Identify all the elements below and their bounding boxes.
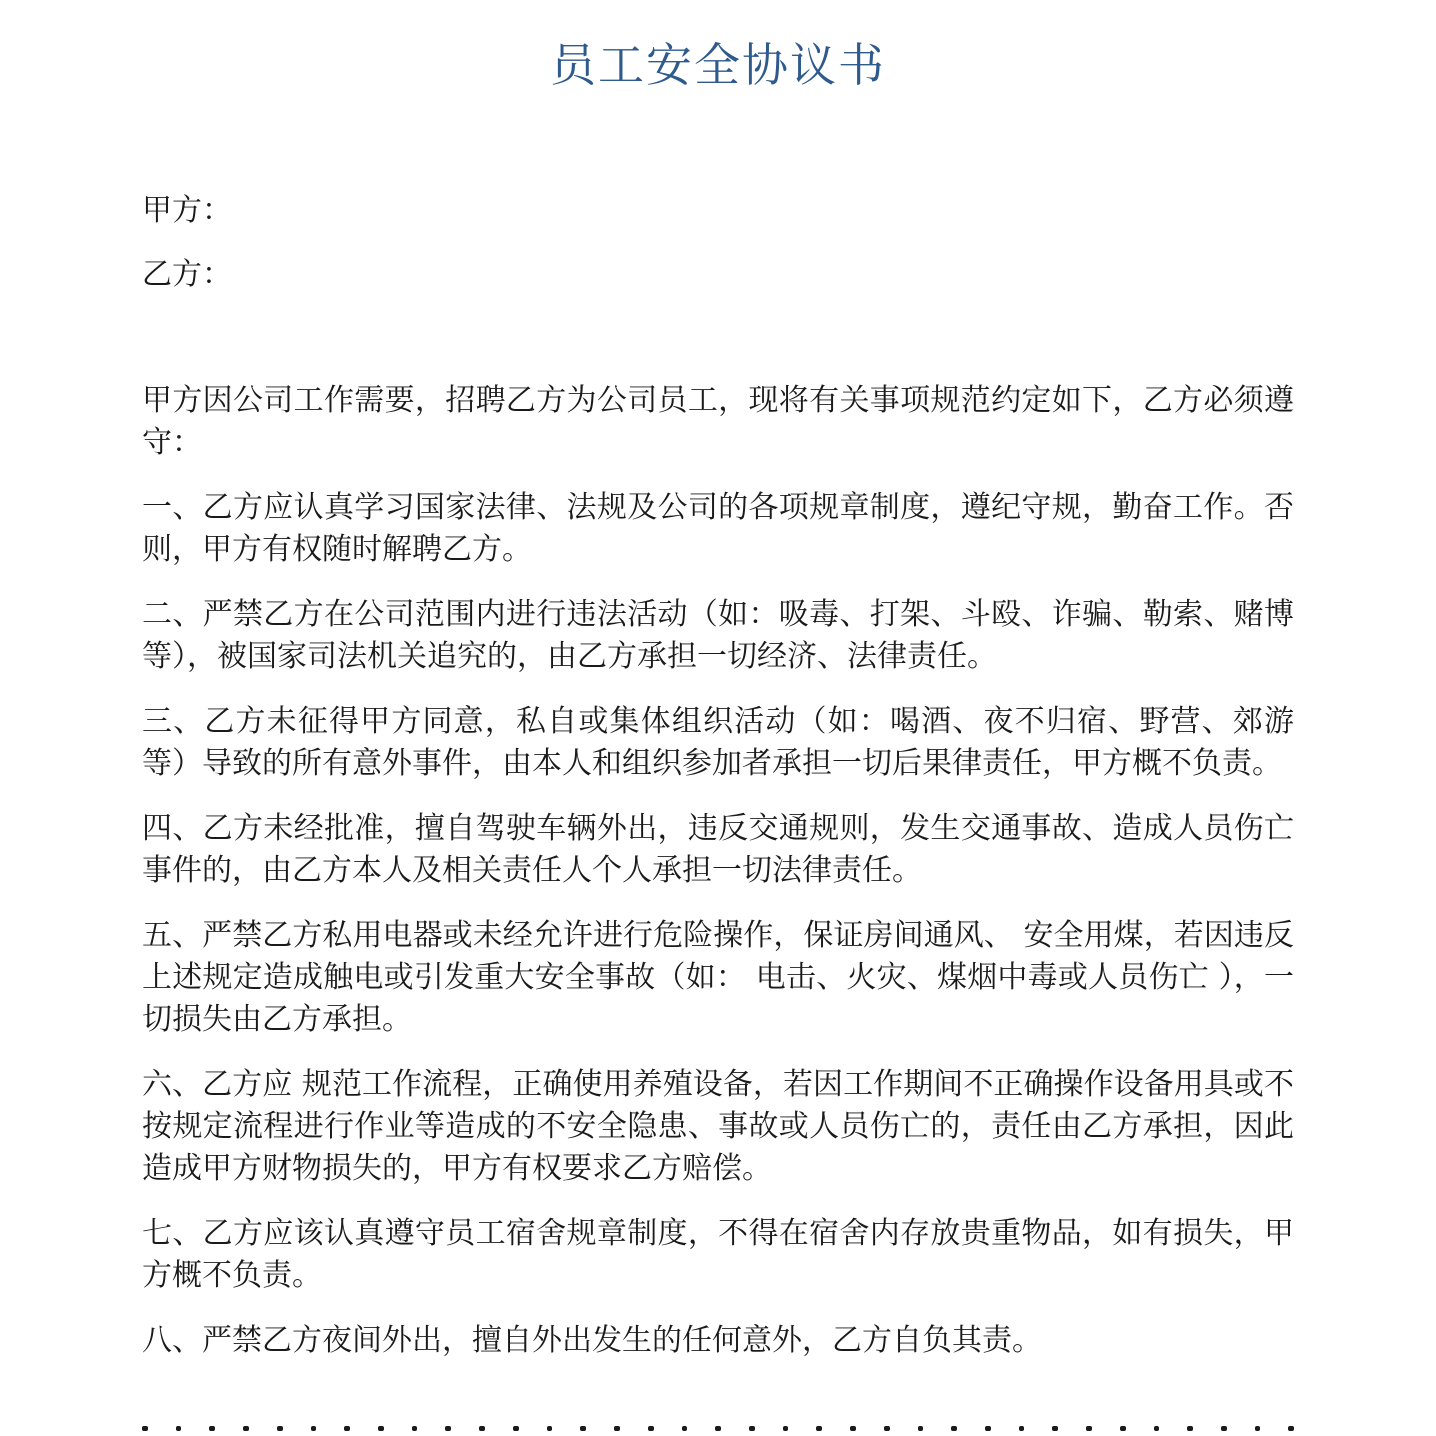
document-title: 员工安全协议书 — [550, 38, 886, 92]
clause-7: 七、乙方应该认真遵守员工宿舍规章制度，不得在宿舍内存放贵重物品，如有损失，甲方概不负责。 — [142, 1216, 1294, 1293]
agreement-body — [142, 380, 1294, 1385]
party-a-label: 甲方： — [142, 193, 232, 228]
truncated-next-line — [142, 1418, 1294, 1436]
intro-paragraph: 甲方因公司工作需要，招聘乙方为公司员工，现将有关事项规范约定如下，乙方必须遵守： — [142, 383, 1294, 460]
clause-5: 五、严禁乙方私用电器或未经允许进行危险操作，保证房间通风、 安全用煤，若因违反上述规定造成触电或引发重大安全事故（如： 电击、火灾、煤烟中毒或人员伤亡 ），一切损失由乙方承担。 — [142, 918, 1294, 1037]
clause-2: 二、严禁乙方在公司范围内进行违法活动（如：吸毒、打架、斗殴、诈骗、勒索、赌博等），被国家司法机关追究的，由乙方承担一切经济、法律责任。 — [142, 597, 1294, 674]
clause-4: 四、乙方未经批准，擅自驾驶车辆外出，违反交通规则，发生交通事故、造成人员伤亡事件的，由乙方本人及相关责任人个人承担一切法律责任。 — [142, 811, 1294, 888]
clause-1: 一、乙方应认真学习国家法律、法规及公司的各项规章制度，遵纪守规，勤奋工作。否则，甲方有权随时解聘乙方。 — [142, 490, 1294, 567]
clause-8: 八、严禁乙方夜间外出，擅自外出发生的任何意外，乙方自负其责。 — [142, 1323, 1042, 1358]
clause-6: 六、乙方应 规范工作流程，正确使用养殖设备，若因工作期间不正确操作设备用具或不按规定流程进行作业等造成的不安全隐患、事故或人员伤亡的，责任由乙方承担，因此造成甲方财物损失的，甲方有权要求乙方赔偿。 — [142, 1067, 1294, 1186]
clause-3: 三、乙方未征得甲方同意，私自或集体组织活动（如：喝酒、夜不归宿、野营、郊游等）导致的所有意外事件，由本人和组织参加者承担一切后果律责任，甲方概不负责。 — [142, 704, 1294, 781]
party-b-label: 乙方： — [142, 257, 232, 292]
